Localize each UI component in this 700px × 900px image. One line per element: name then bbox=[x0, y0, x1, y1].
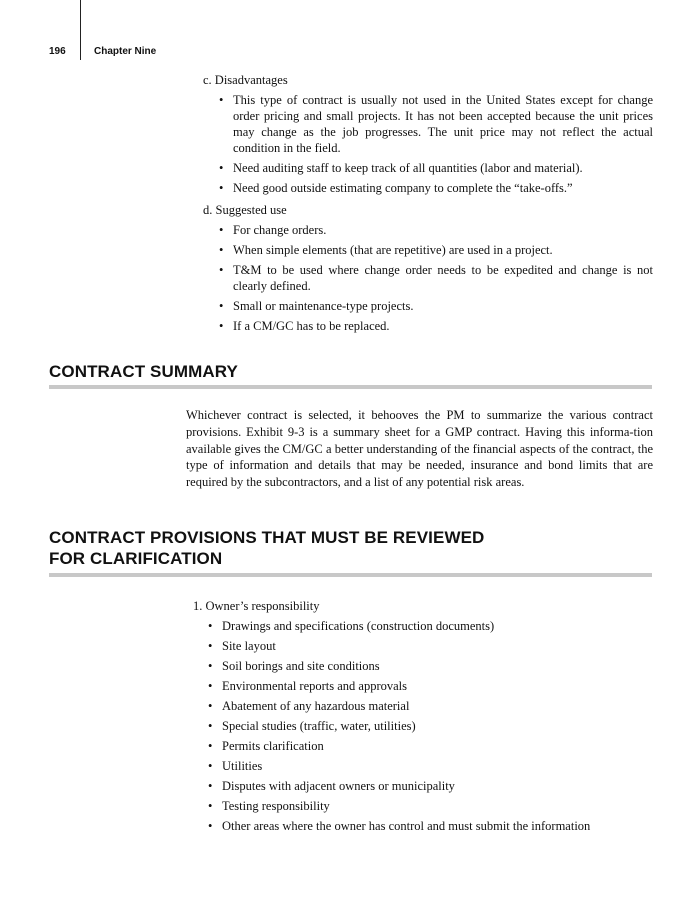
list-item: • Testing responsibility bbox=[206, 798, 653, 814]
list-item: • Site layout bbox=[206, 638, 653, 654]
list-item: • Environmental reports and approvals bbox=[206, 678, 653, 694]
header-divider bbox=[80, 0, 81, 60]
list-item: • Disputes with adjacent owners or municipality bbox=[206, 778, 653, 794]
contract-summary-paragraph: Whichever contract is selected, it behooves the PM to summarize the various contract provisions. Exhibit 9-3 is a summary sheet for a GMP contract. Having this informa-tion available gives the CM/GC a better understanding of the financial aspects of the contract, the type of information and details that may be needed, insurance and bond limits that are required by the subcontractors, and a list of any potential risk areas. bbox=[186, 408, 653, 490]
disadvantages-label: c. Disadvantages bbox=[203, 73, 288, 87]
list-item: • Drawings and specifications (construction documents) bbox=[206, 618, 653, 634]
list-item: • Utilities bbox=[206, 758, 653, 774]
list-item: • Abatement of any hazardous material bbox=[206, 698, 653, 714]
list-item: • When simple elements (that are repetitive) are used in a project. bbox=[217, 242, 653, 258]
heading-line-2: FOR CLARIFICATION bbox=[49, 549, 223, 568]
section-divider bbox=[49, 385, 652, 389]
suggested-use-block bbox=[203, 202, 653, 338]
list-item: • Other areas where the owner has control and must submit the information bbox=[206, 818, 653, 834]
list-item: • Need auditing staff to keep track of all quantities (labor and material). bbox=[217, 160, 653, 176]
owners-responsibility-list bbox=[206, 618, 653, 834]
list-item: • T&M to be used where change order needs to be expedited and change is not clearly defined. bbox=[217, 262, 653, 294]
list-item: • For change orders. bbox=[217, 222, 653, 238]
contract-provisions-heading bbox=[49, 527, 484, 569]
list-item: • This type of contract is usually not used in the United States except for change order pricing and small projects. It has not been accepted because the unit prices may change as the job progresses. The unit price may not reflect the actual condition in the field. bbox=[217, 92, 653, 156]
list-item: • If a CM/GC has to be replaced. bbox=[217, 318, 653, 334]
chapter-title: Chapter Nine bbox=[94, 46, 157, 57]
heading-line-1: CONTRACT PROVISIONS THAT MUST BE REVIEWED bbox=[49, 528, 485, 547]
list-item: • Permits clarification bbox=[206, 738, 653, 754]
suggested-use-label: d. Suggested use bbox=[203, 203, 287, 217]
list-item: • Need good outside estimating company to complete the “take-offs.” bbox=[217, 180, 653, 196]
section-divider bbox=[49, 573, 652, 577]
disadvantages-block bbox=[203, 72, 653, 200]
contract-summary-heading: CONTRACT SUMMARY bbox=[49, 362, 238, 381]
disadvantages-list bbox=[217, 92, 653, 196]
owners-responsibility-block bbox=[193, 598, 653, 838]
list-item: • Soil borings and site conditions bbox=[206, 658, 653, 674]
page-number: 196 bbox=[49, 46, 66, 57]
list-item: • Special studies (traffic, water, utilities) bbox=[206, 718, 653, 734]
list-item: • Small or maintenance-type projects. bbox=[217, 298, 653, 314]
suggested-use-list bbox=[217, 222, 653, 334]
owners-responsibility-label: 1. Owner’s responsibility bbox=[193, 599, 320, 613]
